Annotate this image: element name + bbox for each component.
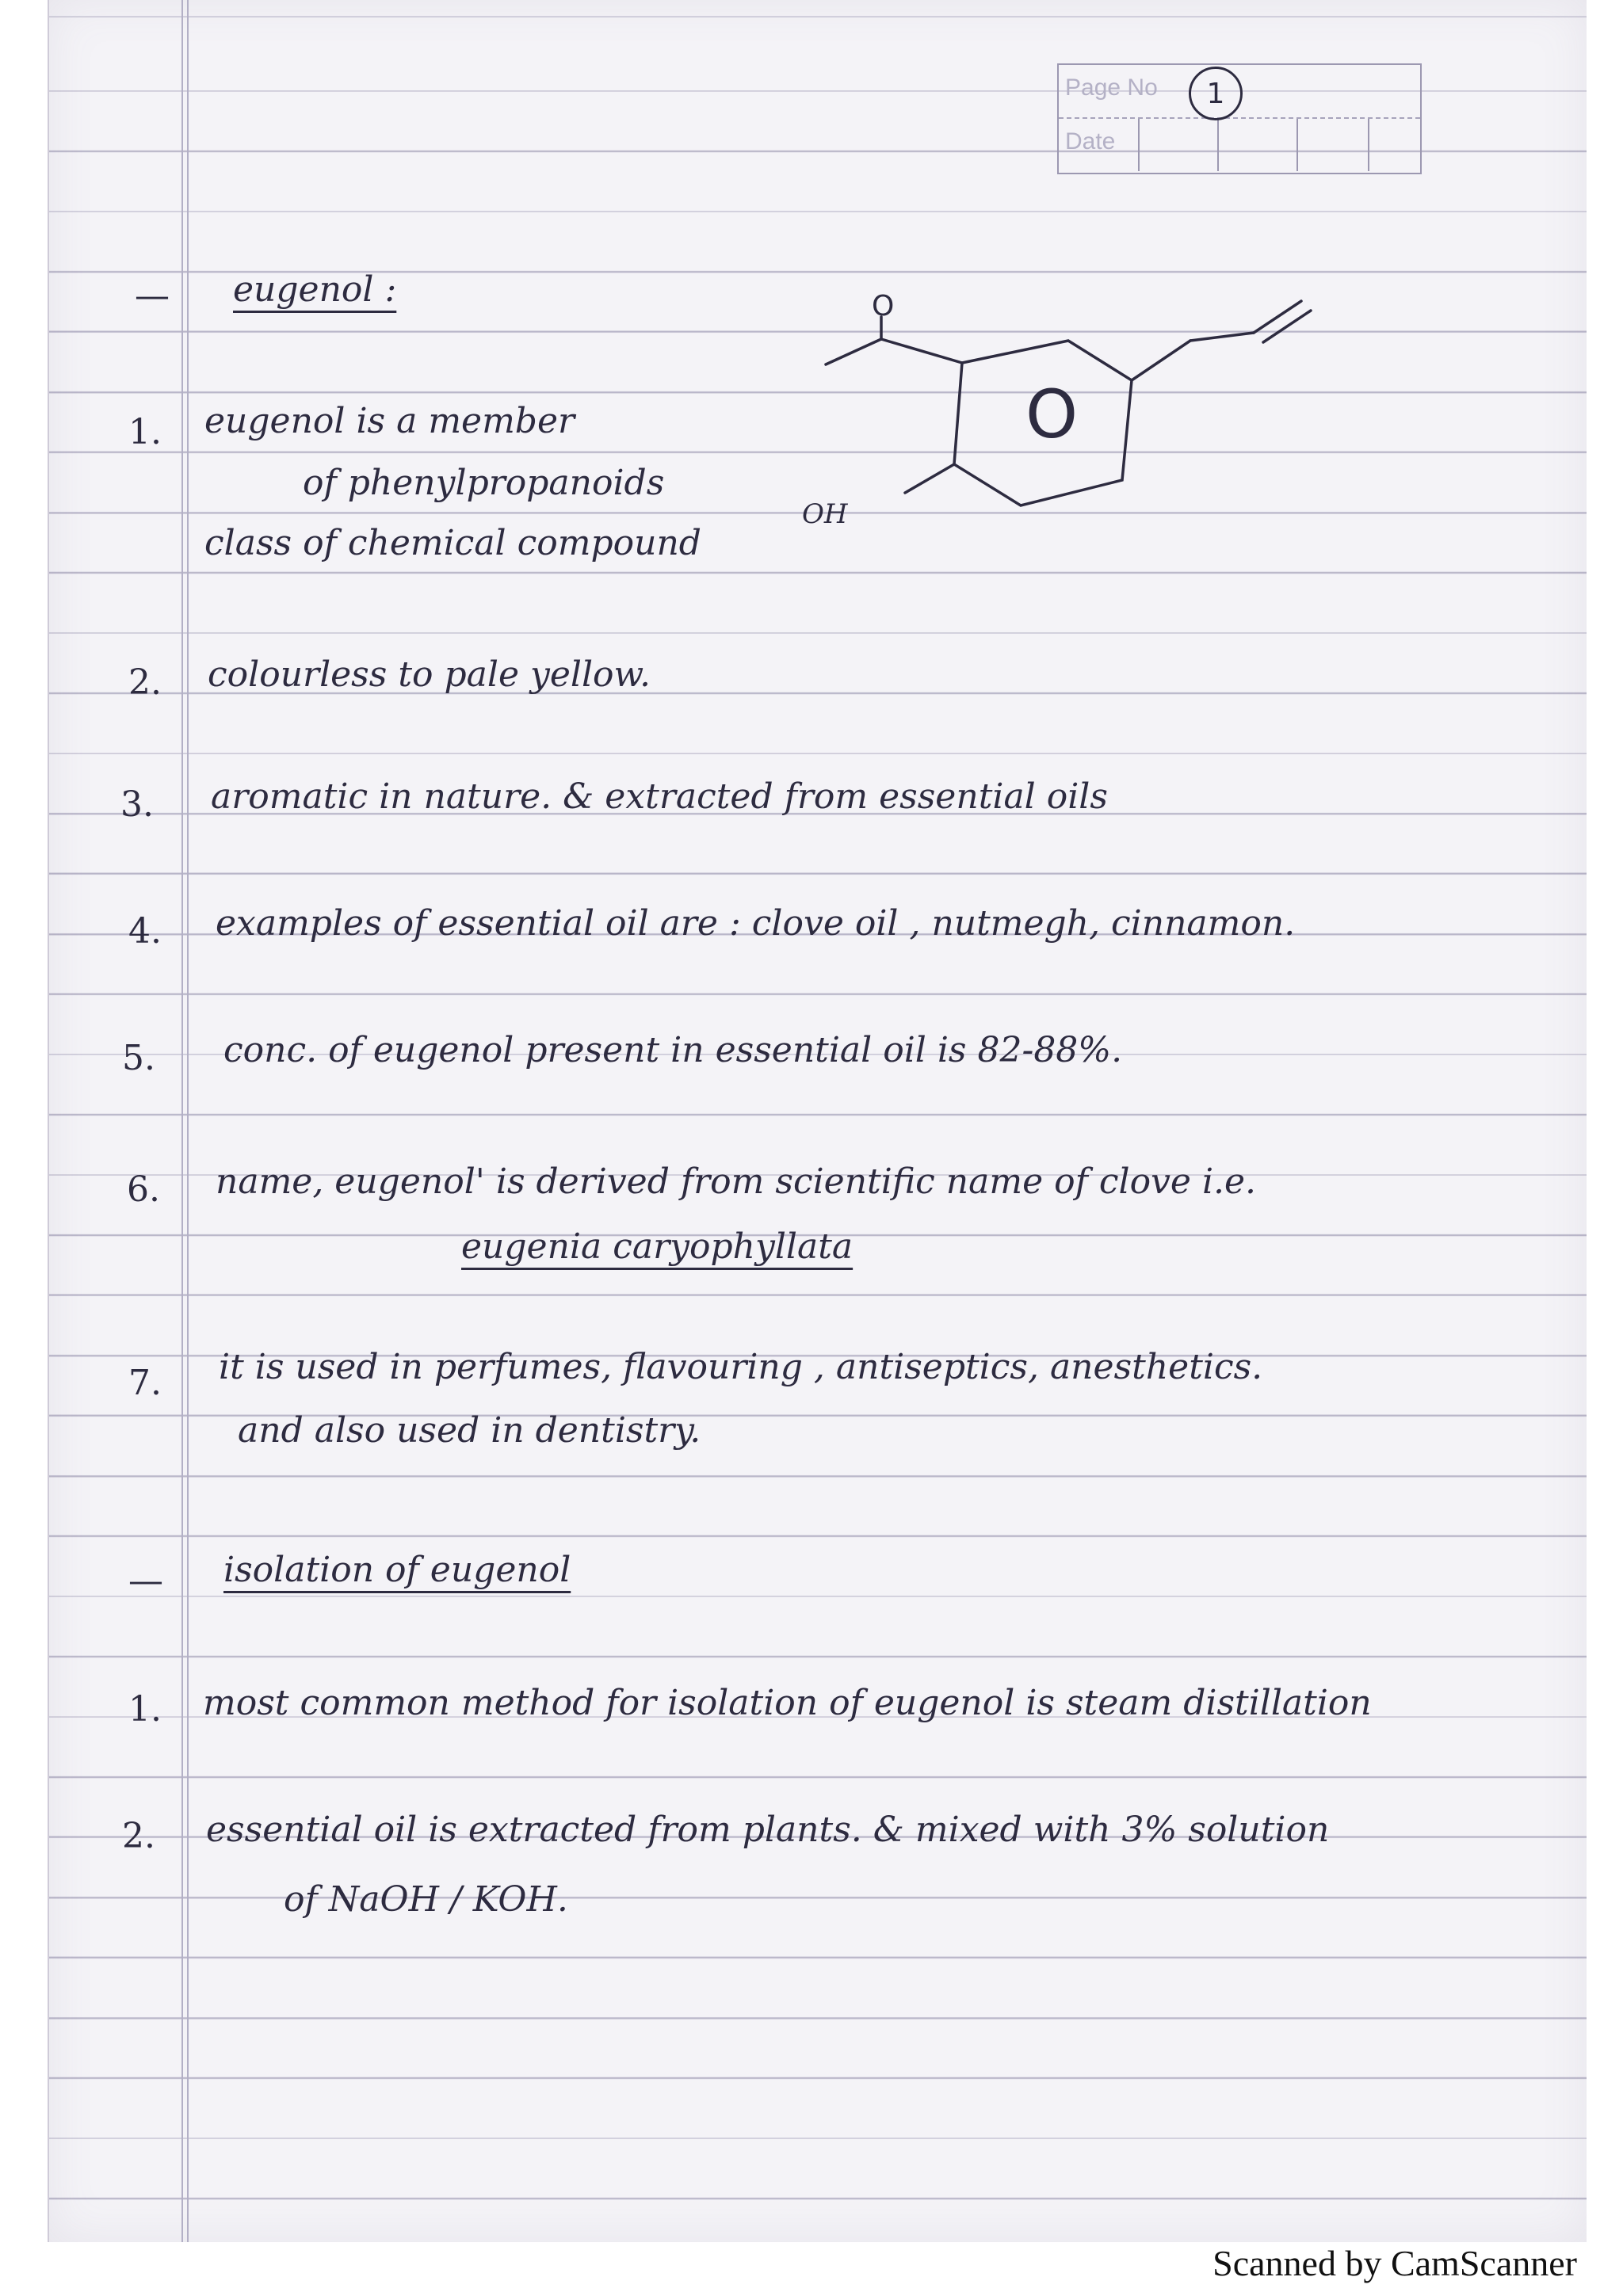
bond-allyl-2 — [1190, 333, 1254, 341]
structure-top-label: O — [872, 290, 895, 322]
point-text: aromatic in nature. & extracted from essential oils — [211, 776, 1108, 817]
point-number: 1. — [128, 1689, 162, 1730]
bond-oh — [905, 464, 954, 493]
point-number: 4. — [128, 911, 162, 952]
bond-ome — [881, 339, 962, 363]
bond-allyl-double-b — [1263, 311, 1311, 342]
scanner-watermark: Scanned by CamScanner — [1212, 2243, 1577, 2283]
section-heading-eugenol: eugenol : — [233, 269, 397, 310]
section-bullet: — — [128, 1561, 163, 1601]
point-text: most common method for isolation of eugenol is steam distillation — [203, 1683, 1372, 1723]
point-text: of NaOH / KOH. — [284, 1879, 568, 1920]
section-heading-isolation: isolation of eugenol — [223, 1550, 571, 1590]
margin-line — [181, 0, 189, 2242]
point-number: 1. — [128, 412, 162, 452]
point-text: name, eugenol' is derived from scientific name of clove i.e. — [216, 1161, 1257, 1202]
point-number: 2. — [128, 662, 162, 703]
point-text: colourless to pale yellow. — [208, 654, 651, 695]
bond-methyl — [826, 339, 881, 364]
section-bullet: — — [135, 276, 170, 316]
bond-allyl-1 — [1132, 341, 1190, 380]
notebook-page — [48, 0, 1587, 2242]
point-text: it is used in perfumes, flavouring , antiseptics, anesthetics. — [219, 1347, 1263, 1387]
point-text: of phenylpropanoids — [303, 463, 665, 503]
point-number: 2. — [122, 1816, 155, 1856]
point-text: essential oil is extracted from plants. & mixed with 3% solution — [206, 1810, 1330, 1850]
point-text: class of chemical compound — [204, 523, 701, 563]
point-text: eugenol is a member — [204, 401, 575, 441]
page-number: 1 — [1189, 67, 1243, 120]
page-no-label: Page No — [1065, 74, 1158, 101]
structure-oh-label: OH — [802, 498, 848, 530]
bond-allyl-double-a — [1254, 301, 1301, 333]
point-text: conc. of eugenol present in essential oil is 82-88%. — [223, 1030, 1123, 1070]
point-number: 7. — [128, 1363, 162, 1403]
point-text: examples of essential oil are : clove oil , nutmegh, cinnamon. — [216, 903, 1296, 944]
date-label: Date — [1065, 128, 1116, 154]
point-text: and also used in dentistry. — [238, 1410, 701, 1451]
point-number: 5. — [122, 1038, 155, 1078]
eugenol-structure-drawing — [778, 285, 1381, 586]
point-number: 3. — [120, 784, 154, 825]
structure-ring-label: O — [1025, 376, 1079, 453]
point-text-scientific-name: eugenia caryophyllata — [461, 1226, 854, 1267]
point-number: 6. — [127, 1169, 160, 1210]
